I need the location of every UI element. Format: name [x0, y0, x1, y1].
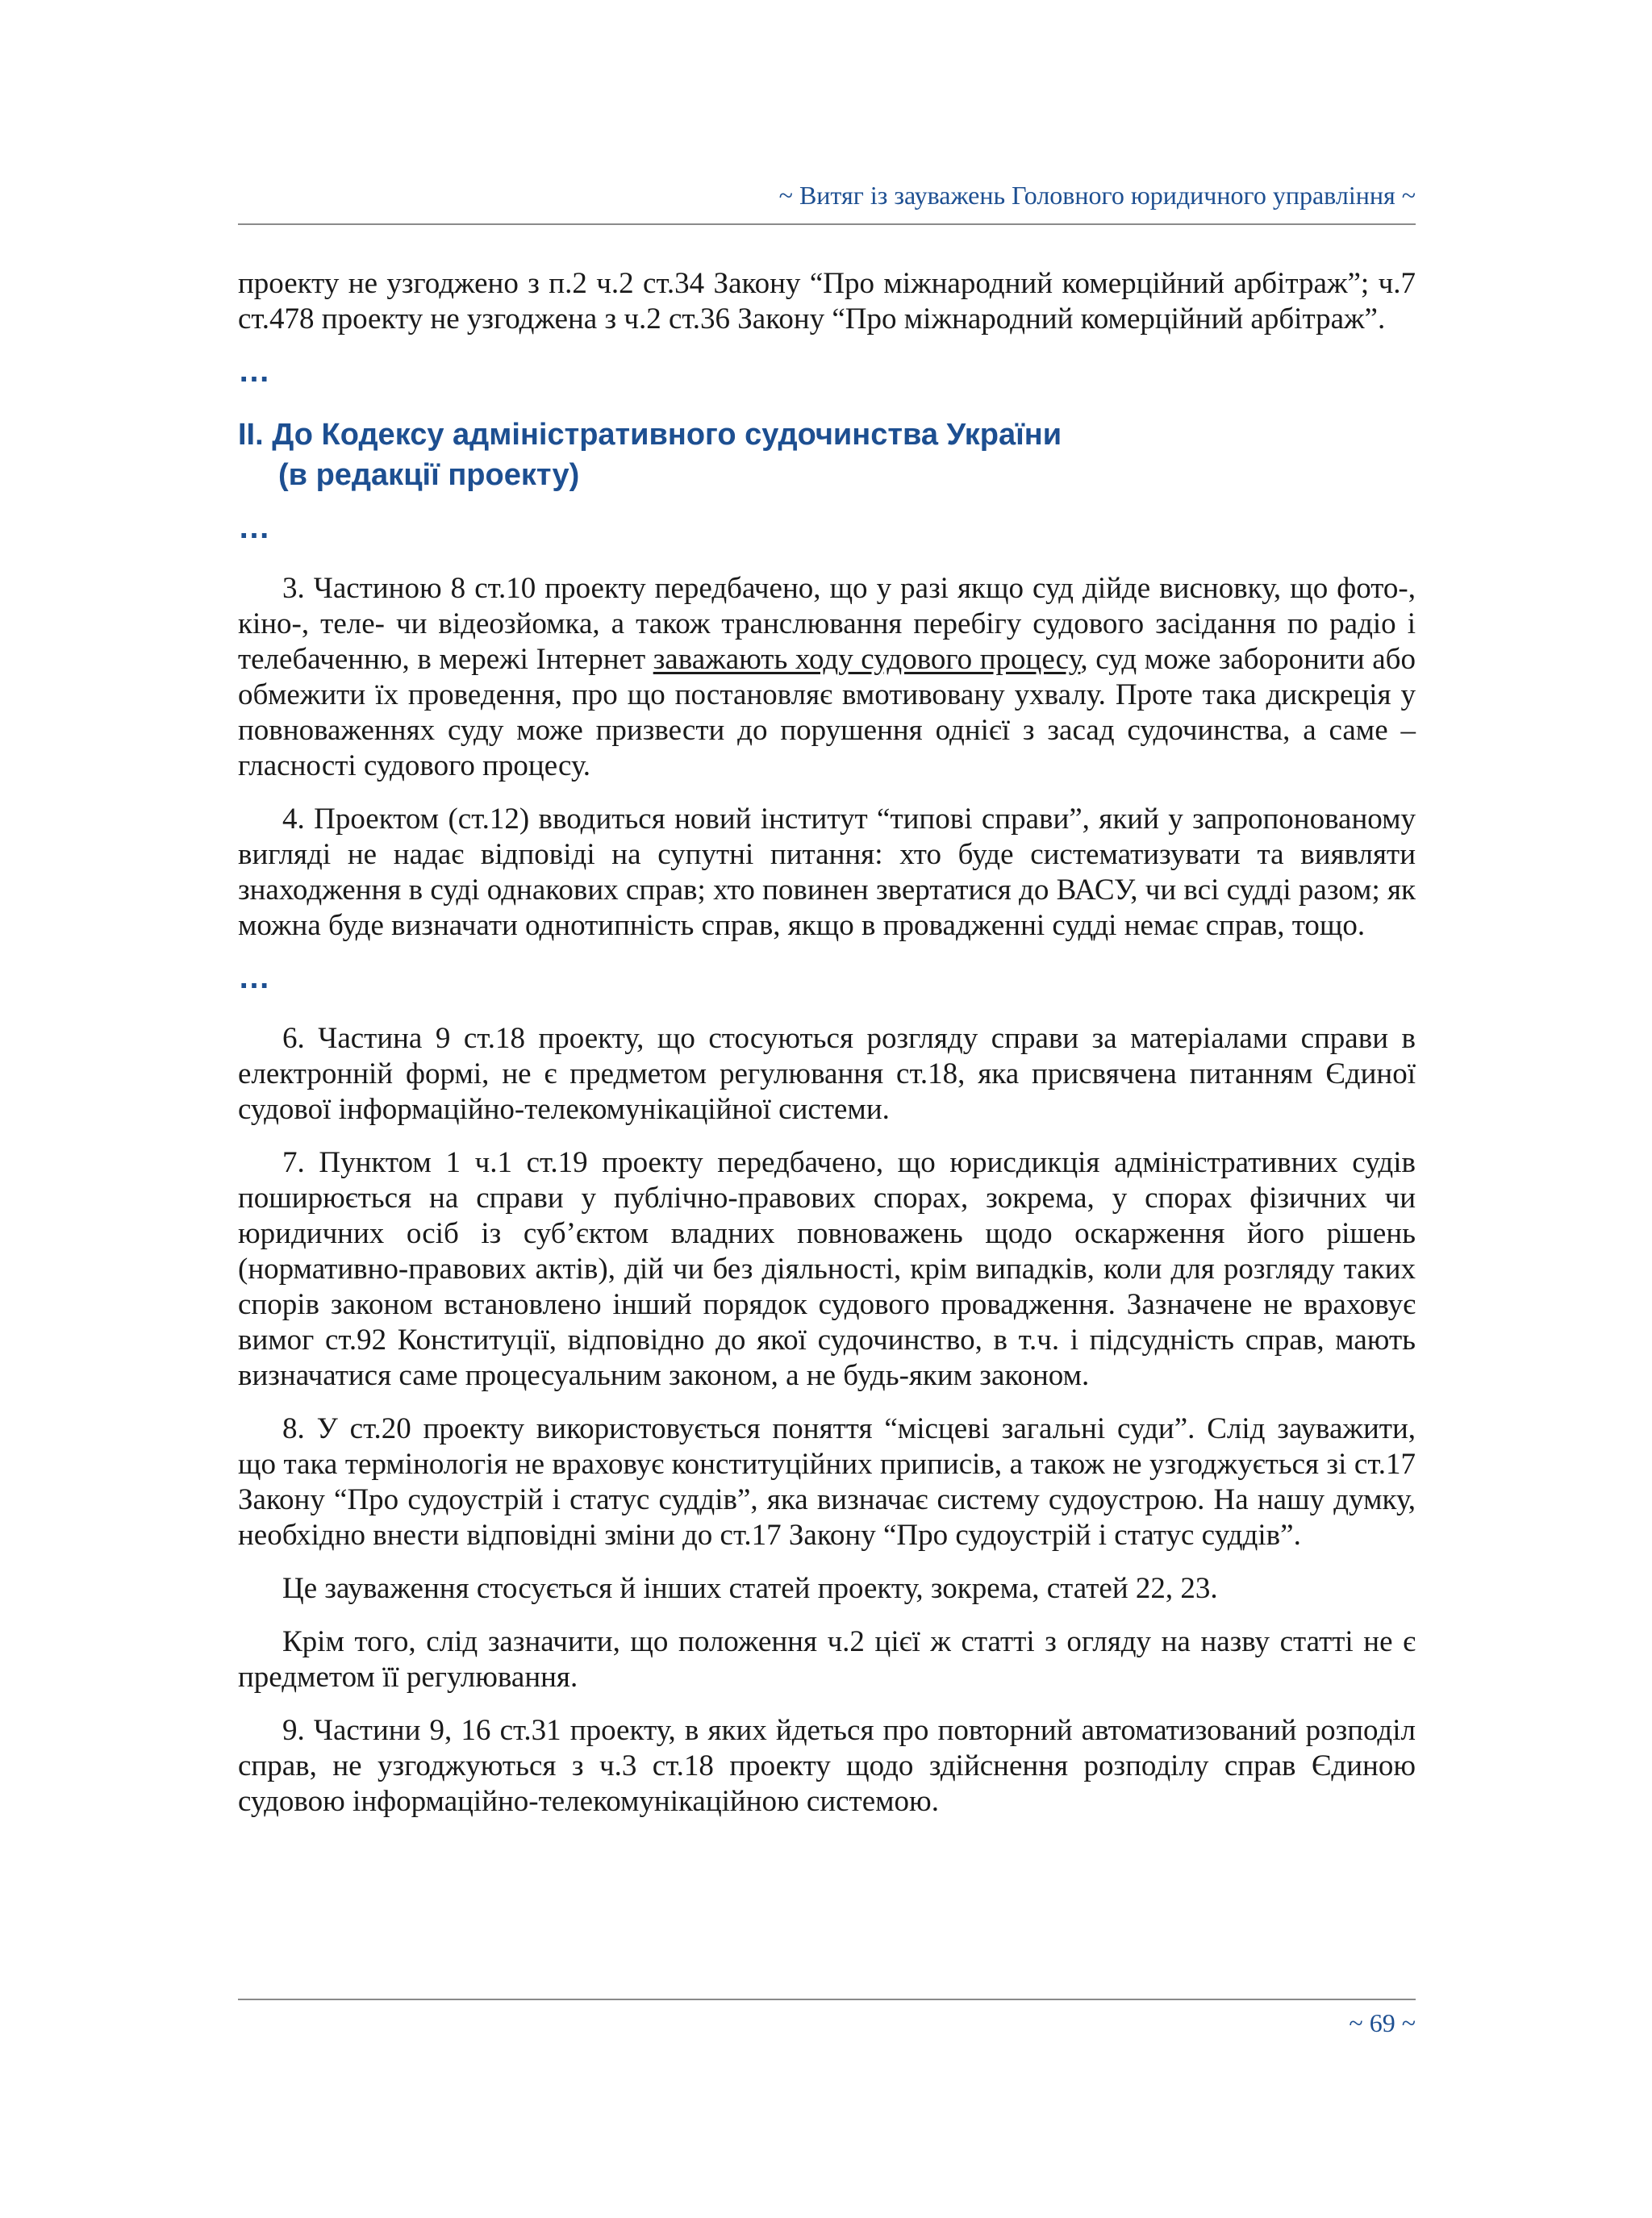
section-heading-line1: ІІ. До Кодексу адміністративного судочинства України — [238, 418, 1062, 452]
section-heading — [238, 415, 1416, 495]
omission-marker: … — [238, 960, 272, 995]
omission-marker: … — [238, 353, 272, 389]
paragraph-continuation: проекту не узгоджено з п.2 ч.2 ст.34 Закону “Про міжнародний комерційний арбітраж”; ч.7 ст.478 проекту не узгоджена з ч.2 ст.36 Закону “Про міжнародний комерційний арбітраж”. — [238, 267, 1416, 336]
page-content — [238, 266, 1416, 1837]
section-heading-line2: (в редакції проекту) — [278, 458, 580, 492]
page-number: ~ 69 ~ — [1349, 2008, 1416, 2037]
header-divider — [238, 223, 1416, 225]
paragraph-item-8-addendum: Крім того, слід зазначити, що положення ч.2 цієї ж статті з огляду на назву статті не є предметом її регулювання. — [238, 1625, 1416, 1694]
paragraph-item-9: 9. Частини 9, 16 ст.31 проекту, в яких йдеться про повторний автоматизований розподіл справ, не узгоджуються з ч.3 ст.18 проекту щодо здійснення розподілу справ Єдиною судовою інформаційно-телекомунікаційною системою. — [238, 1714, 1416, 1818]
paragraph-item-7: 7. Пунктом 1 ч.1 ст.19 проекту передбачено, що юрисдикція адміністративних судів поширюється на справи у публічно-правових спорах, зокрема, у спорах фізичних чи юридичних осіб із суб’єктом владних повноважень щодо оскарження його рішень (нормативно-правових актів), дій чи без діяльності, крім випадків, коли для розгляду таких спорів законом встановлено інший порядок судового провадження. Зазначене не враховує вимог ст.92 Конституції, відповідно до якої судочинство, в т.ч. і підсудність справ, мають визначатися саме процесуальним законом, а не будь-яким законом. — [238, 1146, 1416, 1392]
running-header: ~ Витяг із зауважень Головного юридичного управління ~ — [778, 181, 1416, 210]
paragraph-item-8-note: Це зауваження стосується й інших статей проекту, зокрема, статей 22, 23. — [282, 1572, 1218, 1605]
underlined-phrase: заважають ходу судового процесу — [653, 643, 1081, 676]
paragraph-item-3-text-a: 3. Частиною 8 ст.10 проекту передбачено, що у разі якщо суд дійде висновку, що фото-, кіно-, теле- чи відеозйомка, а також транслювання перебігу судового засідання по радіо і телебаченню, в мережі Інтернет — [238, 572, 1416, 676]
paragraph-item-6: 6. Частина 9 ст.18 проекту, що стосуються розгляду справи за матеріалами справи в електронній формі, не є предметом регулювання ст.18, яка присвячена питанням Єдиної судової інформаційно-телекомунікаційної системи. — [238, 1022, 1416, 1126]
footer-divider — [238, 1999, 1416, 2000]
paragraph-item-3 — [238, 571, 1416, 784]
omission-marker: … — [238, 510, 272, 545]
paragraph-item-8: 8. У ст.20 проекту використовується поняття “місцеві загальні суди”. Слід зауважити, що така термінологія не враховує конституційних приписів, а також не узгоджується зі ст.17 Закону “Про судоустрій і статус суддів”, яка визначає систему судоустрою. На нашу думку, необхідно внести відповідні зміни до ст.17 Закону “Про судоустрій і статус суддів”. — [238, 1412, 1416, 1552]
paragraph-item-3-text-b: , суд може заборонити або обмежити їх проведення, про що постановляє вмотивовану ухвалу. Проте така дискреція у повноваженнях суду може призвести до порушення однієї з засад судочинства, а саме – гласності судового процесу. — [238, 643, 1416, 782]
paragraph-item-4: 4. Проектом (ст.12) вводиться новий інститут “типові справи”, який у запропонованому вигляді не надає відповіді на супутні питання: хто буде систематизувати та виявляти знаходження в суді однакових справ; хто повинен звертатися до ВАСУ, чи всі судді разом; як можна буде визначати однотипність справ, якщо в провадженні судді немає справ, тощо. — [238, 803, 1416, 942]
